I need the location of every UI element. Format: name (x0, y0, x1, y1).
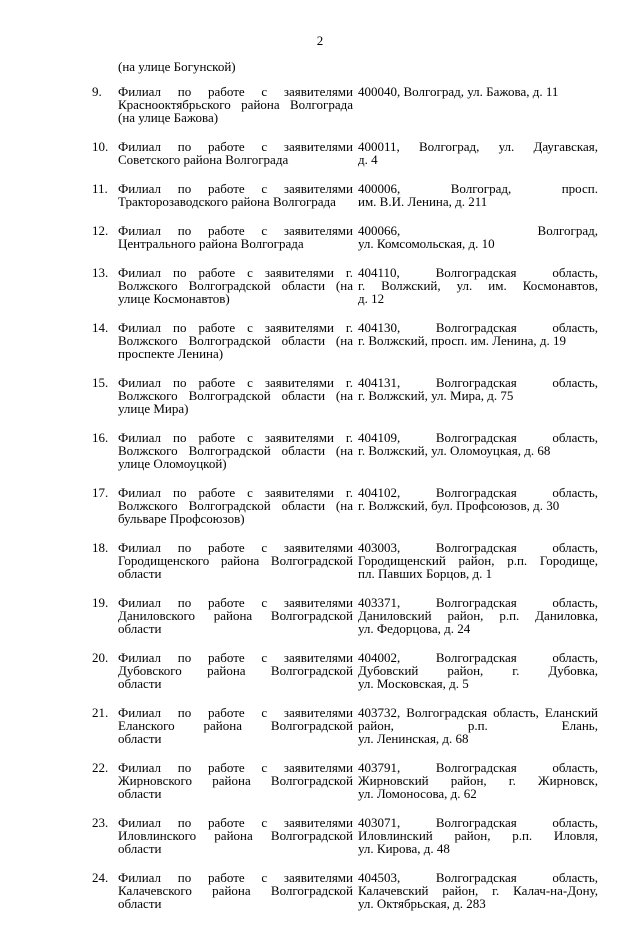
branch-name-line: Филиал по работе с заявителями г. (118, 320, 353, 335)
branch-address-line: ул. Комсомольская, д. 10 (358, 236, 495, 251)
branch-name (118, 431, 353, 470)
branch-name-line: области (118, 621, 162, 636)
branch-name-line: области (118, 896, 162, 911)
branch-address-line: 400066, Волгоград, (358, 223, 598, 238)
branch-name-line: Филиал по работе с заявителями (118, 595, 353, 610)
branch-name-line: Филиал по работе с заявителями (118, 760, 353, 775)
branch-name-line: Дубовского района Волгоградской (118, 663, 353, 678)
branch-address-line: ул. Московская, д. 5 (358, 676, 469, 691)
branch-name-line: (на улице Бажова) (118, 110, 219, 125)
branch-name-line: улице Мира) (118, 401, 189, 416)
branch-address-line: пл. Павших Борцов, д. 1 (358, 566, 493, 581)
branch-name-line: Филиал по работе с заявителями (118, 705, 353, 720)
list-item (92, 871, 598, 910)
branch-address-line: 404130, Волгоградская область, (358, 320, 598, 335)
list-item (92, 596, 598, 635)
continuation-text: (на улице Богунской) (118, 59, 236, 74)
branch-address-line: ул. Ломоносова, д. 62 (358, 786, 477, 801)
list-item (92, 761, 598, 800)
branch-address-line: г. Волжский, ул. Оломоуцкая, д. 68 (358, 443, 551, 458)
page-number: 2 (316, 33, 324, 48)
branch-address-line: 400006, Волгоград, просп. (358, 181, 598, 196)
branch-name-line: бульваре Профсоюзов) (118, 511, 245, 526)
branch-name (118, 85, 353, 124)
branch-name-line: области (118, 676, 162, 691)
branch-address (358, 871, 598, 910)
item-number: 12. (92, 223, 109, 238)
branch-name-line: Волжского Волгоградской области (на (118, 278, 353, 293)
branch-name-line: Центрального района Волгограда (118, 236, 304, 251)
branch-address-line: 403071, Волгоградская область, (358, 815, 598, 830)
branch-address-line: Городищенский район, р.п. Городище, (358, 553, 598, 568)
branch-name-line: Городищенского района Волгоградской (118, 553, 353, 568)
branch-name-line: проспекте Ленина) (118, 346, 224, 361)
branch-name-line: области (118, 786, 162, 801)
item-number: 16. (92, 430, 109, 445)
branch-address-line: 400011, Волгоград, ул. Даугавская, (358, 139, 598, 154)
branch-name-line: Волжского Волгоградской области (на (118, 498, 353, 513)
branch-name-line: Краснооктябрьского района Волгограда (118, 97, 353, 112)
branch-name-line: Филиал по работе с заявителями (118, 540, 353, 555)
branch-name-line: Филиал по работе с заявителями г. (118, 430, 353, 445)
branch-name-line: Филиал по работе с заявителями г. (118, 485, 353, 500)
branch-name-line: Филиал по работе с заявителями (118, 815, 353, 830)
branch-name (118, 321, 353, 360)
list-item (92, 706, 598, 745)
branch-address-line: Калачевский район, г. Калач-на-Дону, (358, 883, 598, 898)
branch-address-line: ул. Ленинская, д. 68 (358, 731, 469, 746)
branch-name (118, 706, 353, 745)
branch-address (358, 321, 598, 360)
branch-address (358, 596, 598, 635)
list-item (92, 541, 598, 580)
branch-name (118, 761, 353, 800)
item-number: 17. (92, 485, 109, 500)
branch-address-line: ул. Федорцова, д. 24 (358, 621, 471, 636)
item-number: 14. (92, 320, 109, 335)
branch-address-line: им. В.И. Ленина, д. 211 (358, 194, 488, 209)
branch-address (358, 541, 598, 580)
list-item (92, 182, 598, 208)
branch-address-line: 404110, Волгоградская область, (358, 265, 598, 280)
branch-address (358, 431, 598, 470)
branch-address-line: 403003, Волгоградская область, (358, 540, 598, 555)
branch-address (358, 85, 598, 124)
branch-list (92, 60, 598, 926)
branch-address-line: д. 12 (358, 291, 385, 306)
branch-name-line: Филиал по работе с заявителями (118, 181, 353, 196)
list-item (92, 140, 598, 166)
branch-name-line: Филиал по работе с заявителями (118, 870, 353, 885)
list-item (92, 266, 598, 305)
branch-name-line: Даниловского района Волгоградской (118, 608, 353, 623)
branch-address-line: 403732, Волгоградская область, Еланский (358, 705, 598, 720)
list-item (92, 321, 598, 360)
branch-name-line: области (118, 566, 162, 581)
branch-address-line: г. Волжский, просп. им. Ленина, д. 19 (358, 333, 567, 348)
item-number: 9. (92, 84, 102, 99)
list-item (92, 651, 598, 690)
item-number: 20. (92, 650, 109, 665)
branch-name-line: Советского района Волгограда (118, 152, 289, 167)
item-number: 19. (92, 595, 109, 610)
list-item (92, 224, 598, 250)
branch-address-line: район, р.п. Елань, (358, 718, 598, 733)
branch-address (358, 224, 598, 250)
branch-name (118, 224, 353, 250)
branch-address-line: ул. Кирова, д. 48 (358, 841, 450, 856)
branch-address-line: Дубовский район, г. Дубовка, (358, 663, 598, 678)
branch-name-line: Калачевского района Волгоградской (118, 883, 353, 898)
branch-name-line: Иловлинского района Волгоградской (118, 828, 353, 843)
branch-address-line: 400040, Волгоград, ул. Бажова, д. 11 (358, 84, 559, 99)
branch-address (358, 651, 598, 690)
branch-name (118, 651, 353, 690)
branch-name-line: области (118, 731, 162, 746)
item-number: 22. (92, 760, 109, 775)
branch-name (118, 596, 353, 635)
branch-address-line: 404131, Волгоградская область, (358, 375, 598, 390)
branch-name-line: улице Оломоуцкой) (118, 456, 227, 471)
branch-address-line: 404002, Волгоградская область, (358, 650, 598, 665)
branch-address (358, 266, 598, 305)
branch-address-line: Иловлинский район, р.п. Иловля, (358, 828, 598, 843)
branch-address-line: Даниловский район, р.п. Даниловка, (358, 608, 598, 623)
branch-address-line: ул. Октябрьская, д. 283 (358, 896, 486, 911)
branch-address (358, 761, 598, 800)
item-number: 24. (92, 870, 109, 885)
branch-address (358, 182, 598, 208)
branch-name (118, 541, 353, 580)
branch-address-line: 404102, Волгоградская область, (358, 485, 598, 500)
item-number: 18. (92, 540, 109, 555)
list-item (92, 85, 598, 124)
branch-name (118, 486, 353, 525)
item-number: 10. (92, 139, 109, 154)
item-number: 21. (92, 705, 109, 720)
branch-address (358, 816, 598, 855)
list-item (92, 376, 598, 415)
branch-name (118, 816, 353, 855)
branch-name-line: Филиал по работе с заявителями г. (118, 375, 353, 390)
branch-name-line: Филиал по работе с заявителями (118, 84, 353, 99)
branch-address (358, 140, 598, 166)
branch-name-line: области (118, 841, 162, 856)
branch-address-line: 403791, Волгоградская область, (358, 760, 598, 775)
item-number: 11. (92, 181, 108, 196)
branch-address-line: г. Волжский, бул. Профсоюзов, д. 30 (358, 498, 560, 513)
branch-address (358, 706, 598, 745)
continuation-row (92, 60, 598, 73)
branch-name-line: Филиал по работе с заявителями (118, 223, 353, 238)
branch-address (358, 486, 598, 525)
item-number: 13. (92, 265, 109, 280)
branch-address (358, 376, 598, 415)
branch-address-line: г. Волжский, ул. им. Космонавтов, (358, 278, 598, 293)
branch-name (118, 140, 353, 166)
branch-name-line: Жирновского района Волгоградской (118, 773, 353, 788)
list-item (92, 486, 598, 525)
branch-name-line: Тракторозаводского района Волгограда (118, 194, 336, 209)
branch-address-line: Жирновский район, г. Жирновск, (358, 773, 598, 788)
branch-address-line: 404109, Волгоградская область, (358, 430, 598, 445)
branch-name-line: Еланского района Волгоградской (118, 718, 353, 733)
branch-name-line: Филиал по работе с заявителями г. (118, 265, 353, 280)
list-item (92, 431, 598, 470)
branch-name (118, 182, 353, 208)
branch-name-line: Филиал по работе с заявителями (118, 650, 353, 665)
branch-name (118, 871, 353, 910)
branch-name (118, 266, 353, 305)
branch-name-line: Волжского Волгоградской области (на (118, 443, 353, 458)
branch-address-line: д. 4 (358, 152, 378, 167)
list-item (92, 816, 598, 855)
branch-name-line: улице Космонавтов) (118, 291, 230, 306)
branch-address-line: 404503, Волгоградская область, (358, 870, 598, 885)
branch-address-line: 403371, Волгоградская область, (358, 595, 598, 610)
branch-address-line: г. Волжский, ул. Мира, д. 75 (358, 388, 514, 403)
item-number: 15. (92, 375, 109, 390)
branch-name-line: Филиал по работе с заявителями (118, 139, 353, 154)
item-number: 23. (92, 815, 109, 830)
branch-name (118, 376, 353, 415)
branch-name-line: Волжского Волгоградской области (на (118, 333, 353, 348)
branch-name-line: Волжского Волгоградской области (на (118, 388, 353, 403)
